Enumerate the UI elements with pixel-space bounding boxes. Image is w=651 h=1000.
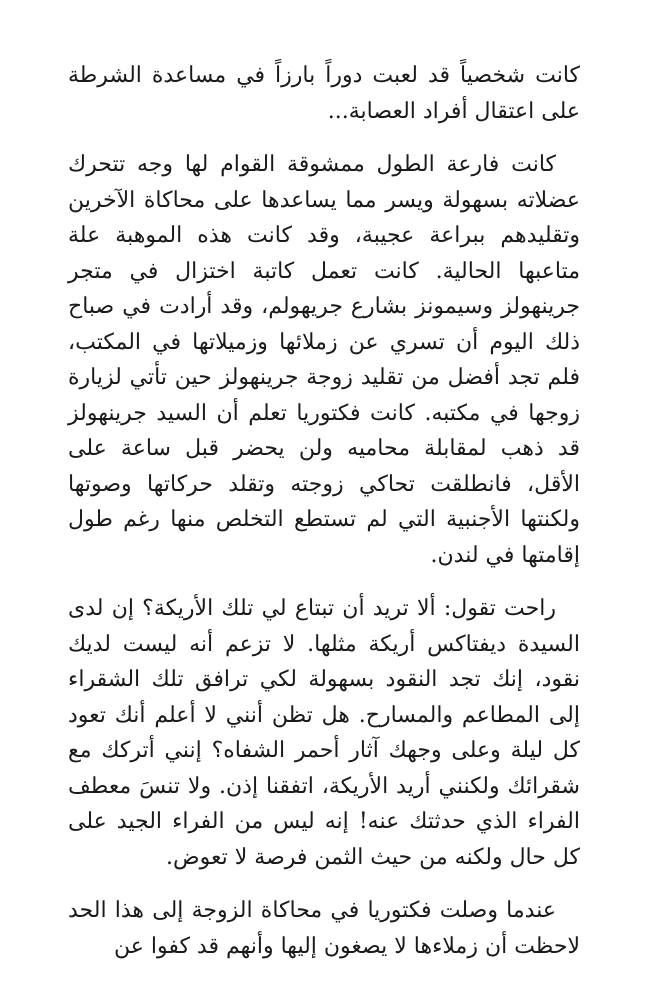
paragraph-4: عندما وصلت فكتوريا في محاكاة الزوجة إلى هذا الحد لاحظت أن زملاءها لا يصغون إليها وأنهم قد كفوا عن [68, 898, 580, 959]
paragraph-1: كانت شخصياً قد لعبت دوراً بارزاً في مساعدة الشرطة على اعتقال أفراد العصابة... [68, 63, 580, 124]
paragraph-2: كانت فارعة الطول ممشوقة القوام لها وجه تتحرك عضلاته بسهولة ويسر مما يساعدها على محاكاة الآخرين وتقليدهم ببراعة عجيبة، وقد كانت هذه الموهبة علة متاعبها الحالية. كانت تعمل كاتبة اختزال في متجر جرينهولز وسيمونز بشارع جريهولم، وقد أرادت في صباح ذلك اليوم أن تسري عن زملائها وزميلاتها في المكتب، فلم تجد أفضل من تقليد زوجة جرينهولز حين تأتي لزيارة زوجها في مكتبه. كانت فكتوريا تعلم أن السيد جرينهولز قد ذهب لمقابلة محاميه ولن يحضر قبل ساعة على الأقل، فانطلقت تحاكي زوجته وتقلد حركاتها وصوتها ولكنتها الأجنبية التي لم تستطع التخلص منها رغم طول إقامتها في لندن. [68, 152, 580, 568]
text-column [68, 58, 580, 982]
paragraph-3: راحت تقول: ألا تريد أن تبتاع لي تلك الأريكة؟ إن لدى السيدة ديفتاكس أريكة مثلها. لا تزعم أنه ليست لديك نقود، إنك تجد النقود بسهولة لكي ترافق تلك الشقراء إلى المطاعم والمسارح. هل تظن أنني لا أعلم أنك تعود كل ليلة وعلى وجهك آثار أحمر الشفاه؟ إنني أتركك مع شقرائك ولكنني أريد الأريكة، اتفقنا إذن. ولا تنسَ معطف الفراء الذي حدثتك عنه! إنه ليس من الفراء الجيد على كل حال ولكنه من حيث الثمن فرصة لا تعوض. [68, 596, 580, 870]
